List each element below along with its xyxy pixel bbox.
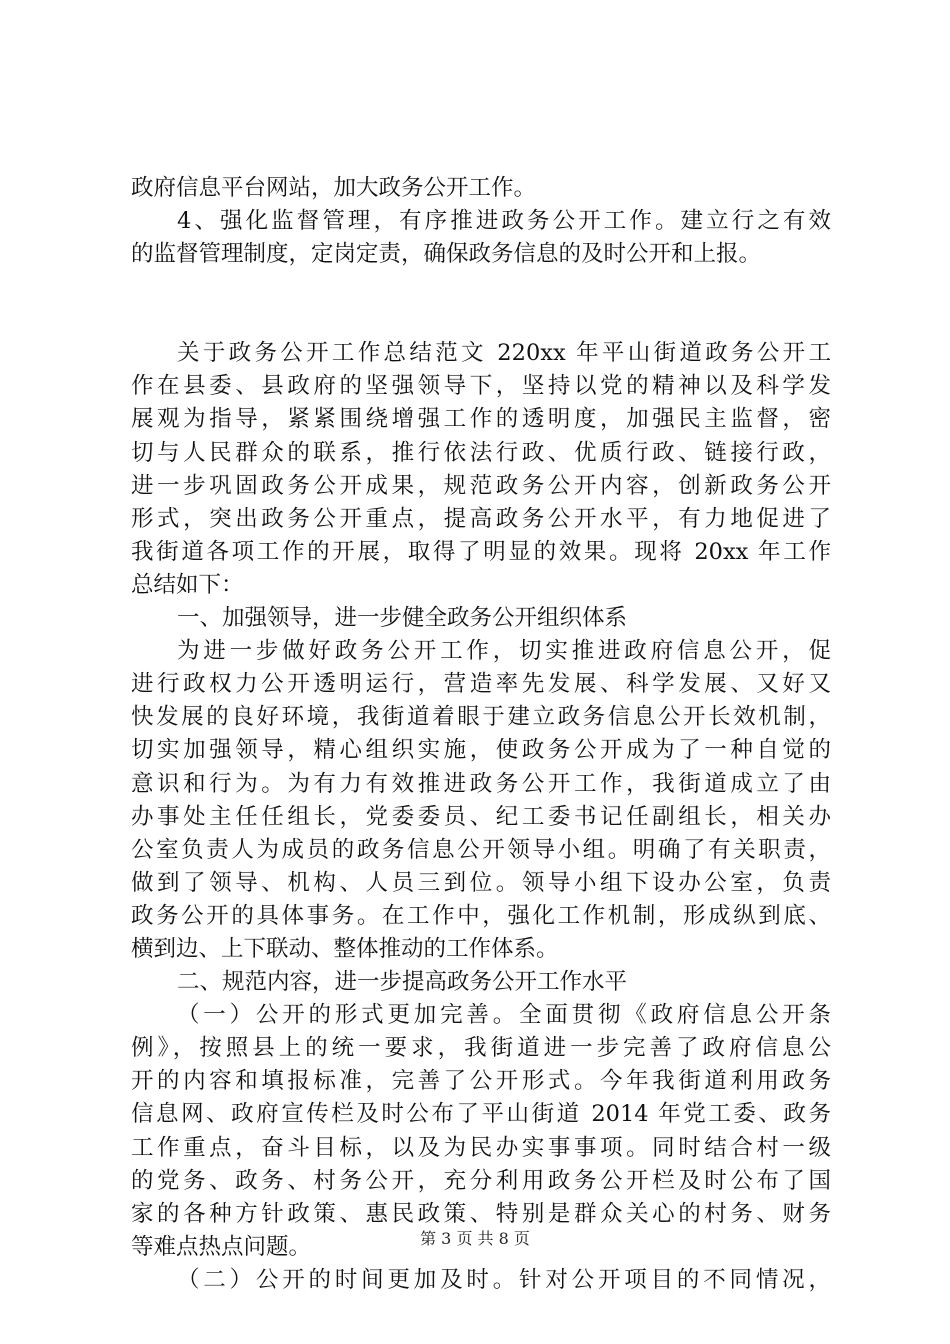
- text-line: 二、规范内容，进一步提高政务公开工作水平: [177, 969, 628, 996]
- text-line: 开的内容和填报标准，完善了公开形式。今年我街道利用政务: [131, 1068, 831, 1095]
- text-line: 4、强化监督管理，有序推进政务公开工作。建立行之有效: [177, 208, 831, 235]
- text-line: 切实加强领导，精心组织实施，使政务公开成为了一种自觉的: [131, 737, 831, 764]
- text-line: 横到边、上下联动、整体推动的工作体系。: [131, 935, 559, 962]
- document-body: [131, 172, 831, 1297]
- text-line: 我街道各项工作的开展，取得了明显的效果。现将 20xx 年工作: [131, 538, 831, 565]
- text-line: 一、加强领导，进一步健全政务公开组织体系: [177, 605, 628, 632]
- text-line: 总结如下：: [131, 571, 244, 598]
- text-line: 形式，突出政务公开重点，提高政务公开水平，有力地促进了: [131, 505, 831, 532]
- text-line: 做到了领导、机构、人员三到位。领导小组下设办公室，负责: [131, 869, 831, 896]
- text-line: 关于政务公开工作总结范文 220xx 年平山街道政务公开工: [177, 340, 831, 367]
- text-line: 等难点热点问题。: [131, 1233, 312, 1260]
- top-paragraphs: [131, 172, 831, 271]
- text-line: （一）公开的形式更加完善。全面贯彻《政府信息公开条: [177, 1002, 831, 1029]
- text-line: 的党务、政务、村务公开，充分利用政务公开栏及时公布了国: [131, 1167, 831, 1194]
- text-line: 家的各种方针政策、惠民政策、特别是群众关心的村务、财务: [131, 1200, 831, 1227]
- page-footer: 第 3 页 共 8 页: [420, 1229, 530, 1248]
- text-line: 进一步巩固政务公开成果，规范政务公开内容，创新政务公开: [131, 472, 831, 499]
- text-line: 意识和行为。为有力有效推进政务公开工作，我街道成立了由: [131, 770, 831, 797]
- text-line: 展观为指导，紧紧围绕增强工作的透明度，加强民主监督，密: [131, 406, 831, 433]
- text-line: 信息网、政府宣传栏及时公布了平山街道 2014 年党工委、政务: [131, 1101, 831, 1128]
- text-line: 的监督管理制度，定岗定责，确保政务信息的及时公开和上报。: [131, 241, 762, 268]
- main-paragraphs: [131, 337, 831, 1297]
- text-line: 政府信息平台网站，加大政务公开工作。: [131, 175, 537, 201]
- text-line: 快发展的良好环境，我街道着眼于建立政务信息公开长效机制，: [131, 704, 831, 731]
- text-line: 作在县委、县政府的坚强领导下，坚持以党的精神以及科学发: [131, 373, 831, 400]
- text-line: （二）公开的时间更加及时。针对公开项目的不同情况，: [177, 1266, 831, 1293]
- text-line: 进行政权力公开透明运行，营造率先发展、科学发展、又好又: [131, 671, 831, 698]
- text-line: 政务公开的具体事务。在工作中，强化工作机制，形成纵到底、: [131, 902, 831, 929]
- text-line: 工作重点，奋斗目标，以及为民办实事事项。同时结合村一级: [131, 1134, 831, 1161]
- text-line: 切与人民群众的联系，推行依法行政、优质行政、链接行政，: [131, 439, 831, 466]
- text-line: 公室负责人为成员的政务信息公开领导小组。明确了有关职责，: [131, 836, 831, 863]
- text-line: 为进一步做好政务公开工作，切实推进政府信息公开，促: [177, 638, 831, 665]
- text-line: 办事处主任任组长，党委委员、纪工委书记任副组长，相关办: [131, 803, 831, 830]
- text-line: 例》，按照县上的统一要求，我街道进一步完善了政府信息公: [131, 1035, 831, 1062]
- paragraph-gap: [131, 271, 831, 337]
